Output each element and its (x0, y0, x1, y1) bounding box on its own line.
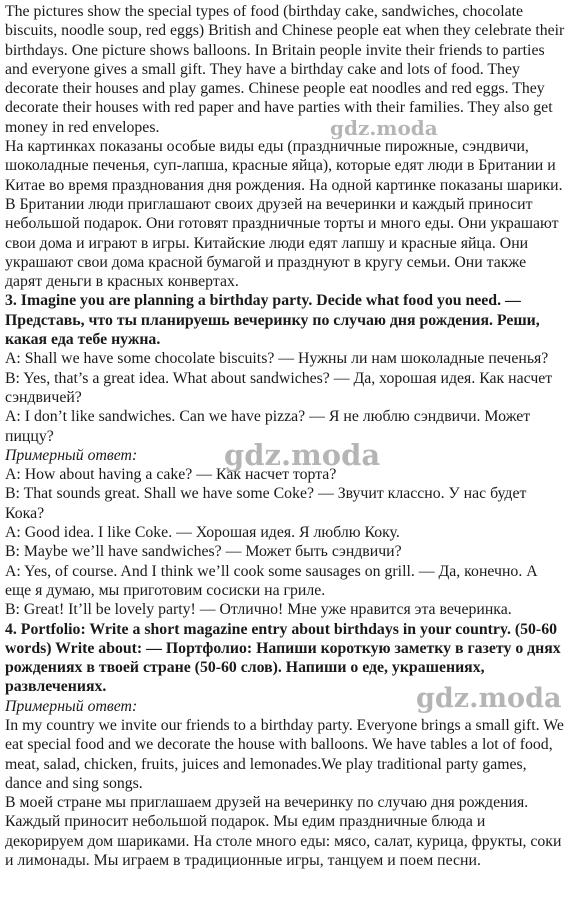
task-3-heading: 3. Imagine you are planning a birthday party. Decide what food you need. — Представь, что ты планируешь вечеринку по случаю дня рождения. Реши, какая еда тебе нужна. (5, 292, 540, 349)
russian-intro-paragraph: На картинках показаны особые виды еды (праздничные пирожные, сэндвичи, шоколадные печенья, суп-лапша, красные яйца), которые едят люди в Британии и Китае во время празднования дня рождения. На одной картинке показаны шарики. В Британии люди приглашают своих друзей на вечеринки и каждый приносит небольшой подарок. Они готовят праздничные торты и много еды. Они украшают свои дома и играют в игры. Китайские люди едят лапшу и красные яйца. Они украшают свои дома красной бумагой и празднуют в кругу семьи. Они также дарят деньги в красных конвертах. (5, 138, 563, 291)
dialogue-line: A: I don’t like sandwiches. Can we have pizza? — Я не люблю сэндвичи. Может пиццу? (5, 408, 531, 445)
dialogue-line: A: Good idea. I like Coke. — Хорошая идея. Я люблю Коку. (5, 524, 400, 542)
dialogue-line: B: Yes, that’s a great idea. What about sandwiches? — Да, хорошая идея. Как насчет сэндвичей? (5, 369, 553, 406)
watermark: gdz.moda (416, 683, 562, 714)
dialogue-line: B: That sounds great. Shall we have some Coke? — Звучит классно. У нас будет Кока? (5, 485, 527, 522)
task-4-heading: 4. Portfolio: Write a short magazine entry about birthdays in your country. (50-60 words) Write about: — Портфолио: Напиши короткую заметку в газету о днях рождениях в твоей стране (50-60 слов). Напиши о еде, украшениях, развлечениях. (5, 620, 561, 696)
sample-answer-label: Примерный ответ: (5, 446, 138, 464)
dialogue-line: B: Maybe we’ll have sandwiches? — Может быть сэндвичи? (5, 543, 402, 561)
sample-answer-label: Примерный ответ: (5, 697, 138, 715)
english-intro-paragraph: The pictures show the special types of food (birthday cake, sandwiches, chocolate biscuits, noodle soup, red eggs) British and Chinese people eat when they celebrate their birthdays. One picture shows balloons. In Britain people invite their friends to parties and everyone gives a small gift. They have a birthday cake and lots of food. They decorate their houses and play games. Chinese people eat noodles and red eggs. They decorate their houses with red paper and have parties with their families. They also get money in red envelopes. (5, 3, 565, 136)
dialogue-line: A: How about having a cake? — Как насчет торта? (5, 466, 337, 484)
english-answer-paragraph: In my country we invite our friends to a birthday party. Everyone brings a small gift. We eat special food and we decorate the house with balloons. We have tables a lot of food, meat, salad, chicken, fruits, juices and lemonades.We play traditional party games, dance and sing songs. (5, 716, 564, 792)
watermark: gdz.moda (330, 116, 438, 140)
dialogue-line: A: Yes, of course. And I think we’ll cook some sausages on grill. — Да, конечно. А еще я думаю, мы приготовим сосиски на гриле. (5, 562, 538, 599)
russian-answer-paragraph: В моей стране мы приглашаем друзей на вечеринку по случаю дня рождения. Каждый приносит небольшой подарок. Мы едим праздничные блюда и декорируем дом шариками. На столе много еды: мясо, салат, курица, фрукты, соки и лимонады. Мы играем в традиционные игры, танцуем и поем песни. (5, 794, 562, 870)
watermark: gdz.moda (224, 438, 381, 472)
document-page (5, 2, 567, 870)
dialogue-line: A: Shall we have some chocolate biscuits? — Нужны ли нам шоколадные печенья? (5, 350, 549, 368)
dialogue-line: B: Great! It’ll be lovely party! — Отлично! Мне уже нравится эта вечеринка. (5, 601, 512, 619)
